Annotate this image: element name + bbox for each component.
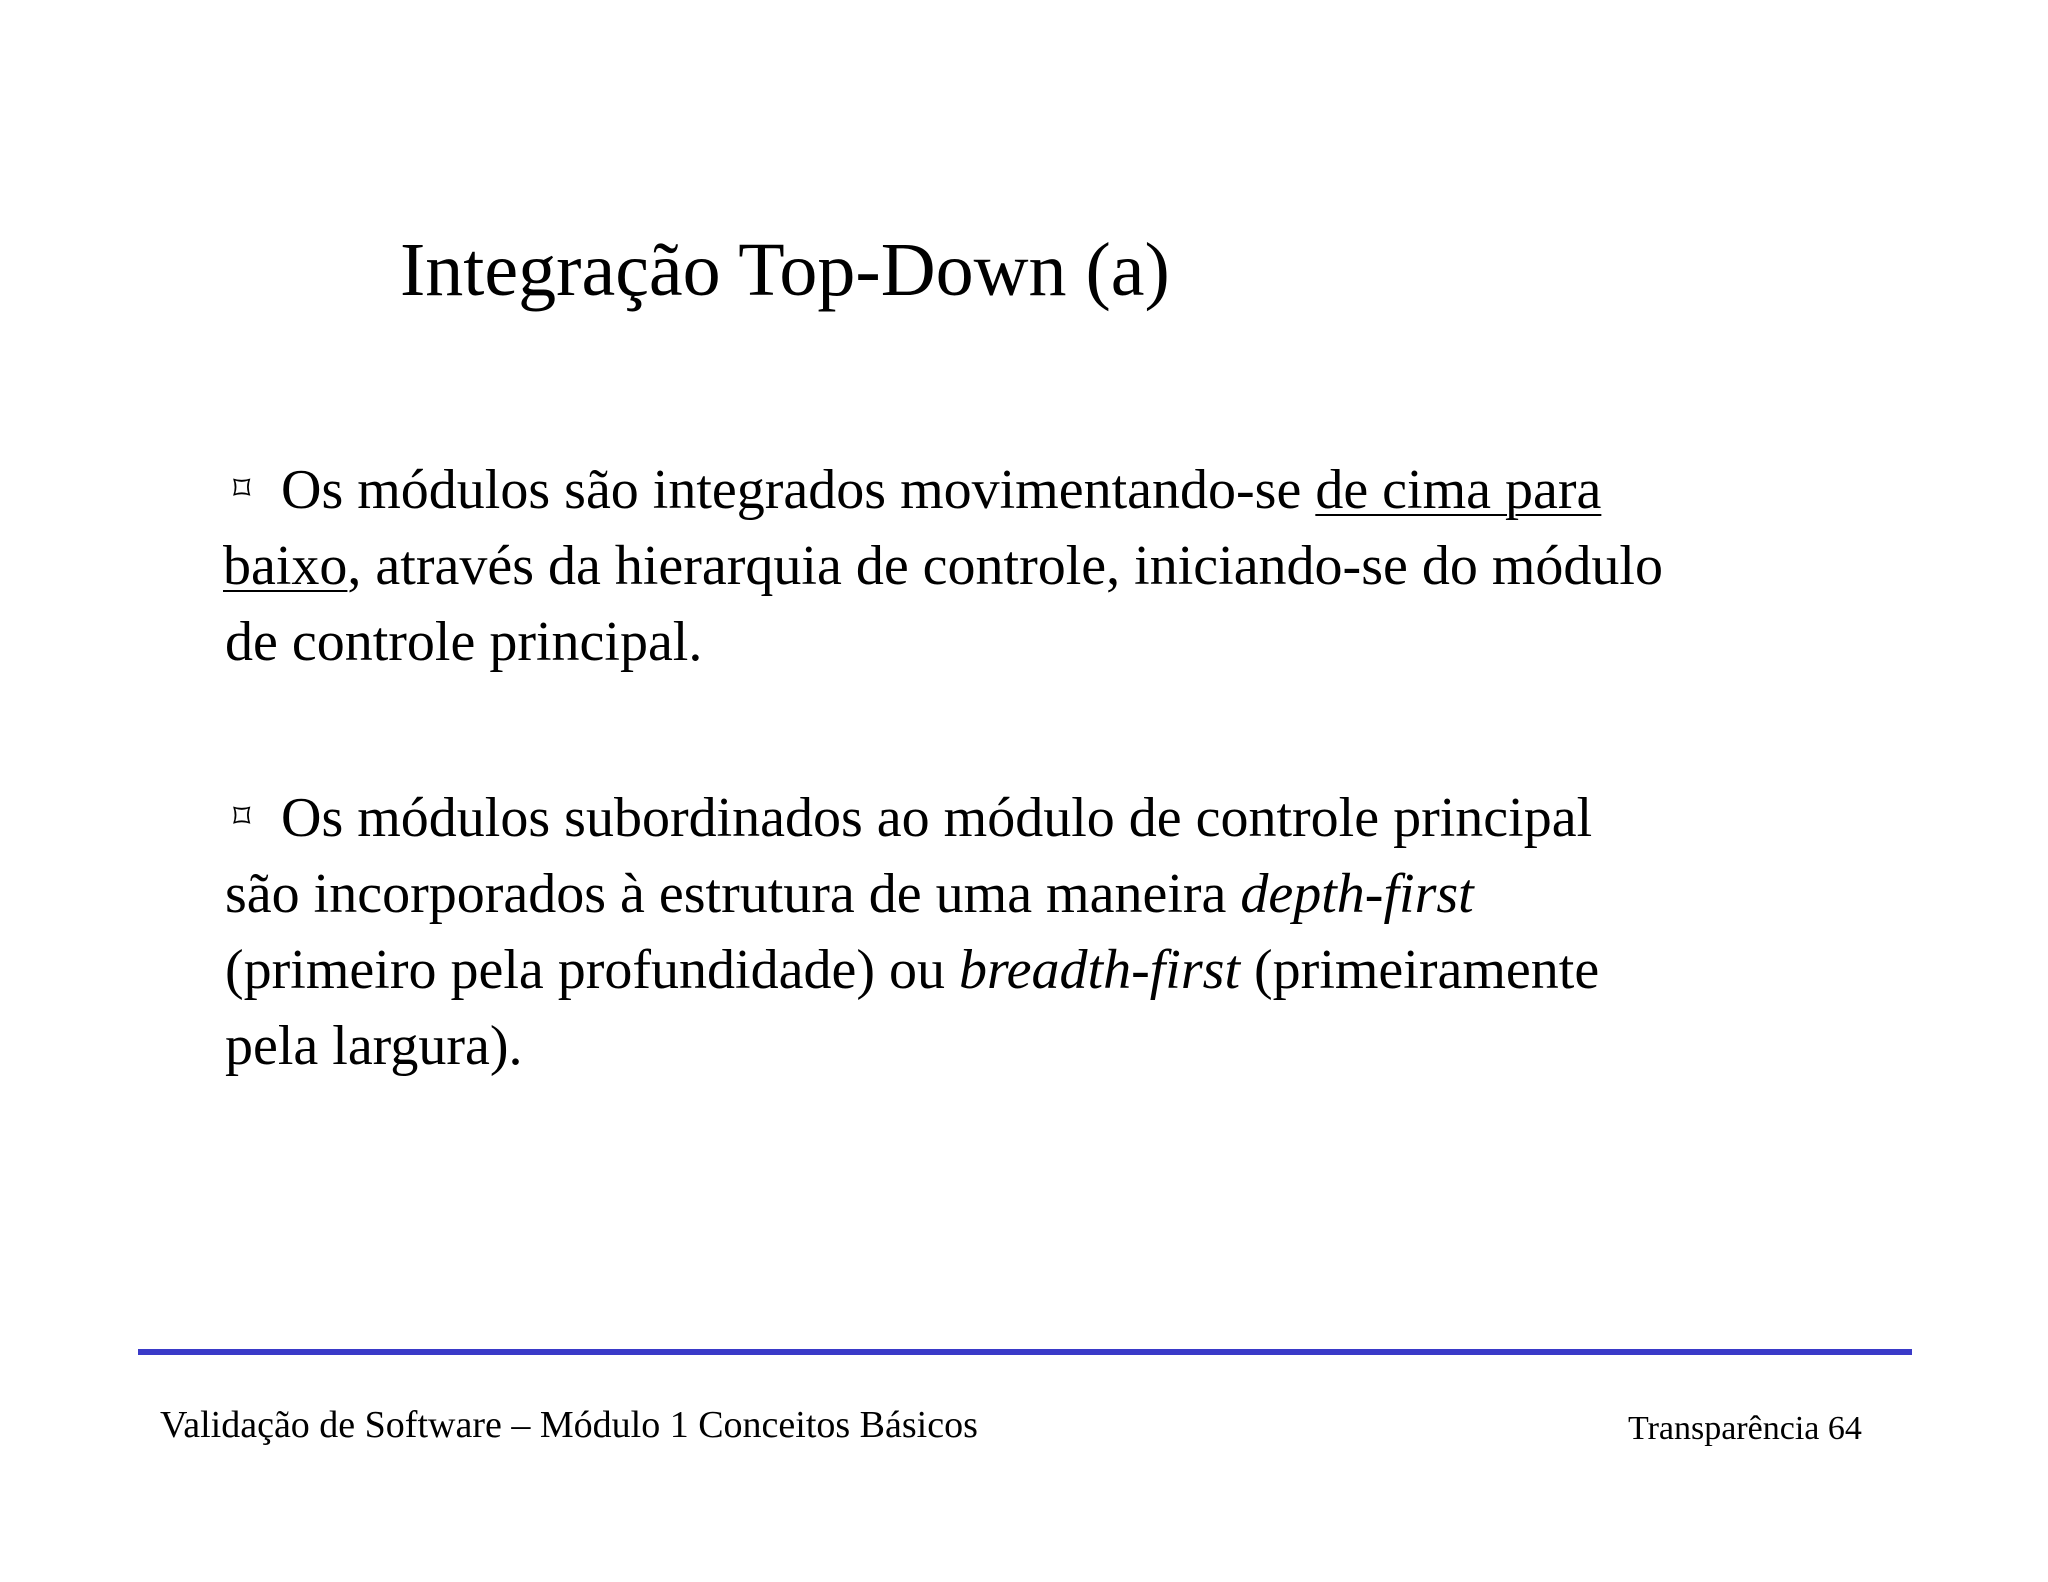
paragraph-1-line-1 xyxy=(225,452,1845,528)
underlined-phrase: baixo xyxy=(223,535,348,597)
paragraph-2-text: (primeiramente xyxy=(1240,939,1600,1001)
footer-divider xyxy=(138,1349,1912,1355)
footer-slide-number: Transparência 64 xyxy=(1628,1410,1862,1447)
underlined-phrase: de cima para xyxy=(1315,459,1602,521)
paragraph-1-text: , através da hierarquia de controle, iniciando-se do módulo xyxy=(347,535,1663,597)
paragraph-2 xyxy=(225,780,1845,1084)
bullet-icon: ⌑ xyxy=(233,471,251,508)
paragraph-2-line-3 xyxy=(225,932,1845,1008)
paragraph-2-text: são incorporados à estrutura de uma maneira xyxy=(225,863,1241,925)
paragraph-1-line-3: de controle principal. xyxy=(225,611,703,673)
italic-term: depth-first xyxy=(1240,863,1474,925)
paragraph-2-text: (primeiro pela profundidade) ou xyxy=(225,939,959,1001)
paragraph-2-text: Os módulos subordinados ao módulo de controle principal xyxy=(281,787,1593,849)
paragraph-1 xyxy=(225,452,1845,680)
bullet-icon: ⌑ xyxy=(233,799,251,836)
paragraph-1-line-2 xyxy=(223,528,1845,604)
paragraph-2-line-2 xyxy=(225,856,1845,932)
slide-title: Integração Top-Down (a) xyxy=(400,228,1170,312)
paragraph-1-text: Os módulos são integrados movimentando-se xyxy=(281,459,1316,521)
italic-term: breadth-first xyxy=(958,939,1241,1001)
paragraph-2-line-4: pela largura). xyxy=(225,1015,523,1077)
paragraph-2-line-1 xyxy=(225,780,1845,856)
footer-course-title: Validação de Software – Módulo 1 Conceitos Básicos xyxy=(160,1404,978,1446)
